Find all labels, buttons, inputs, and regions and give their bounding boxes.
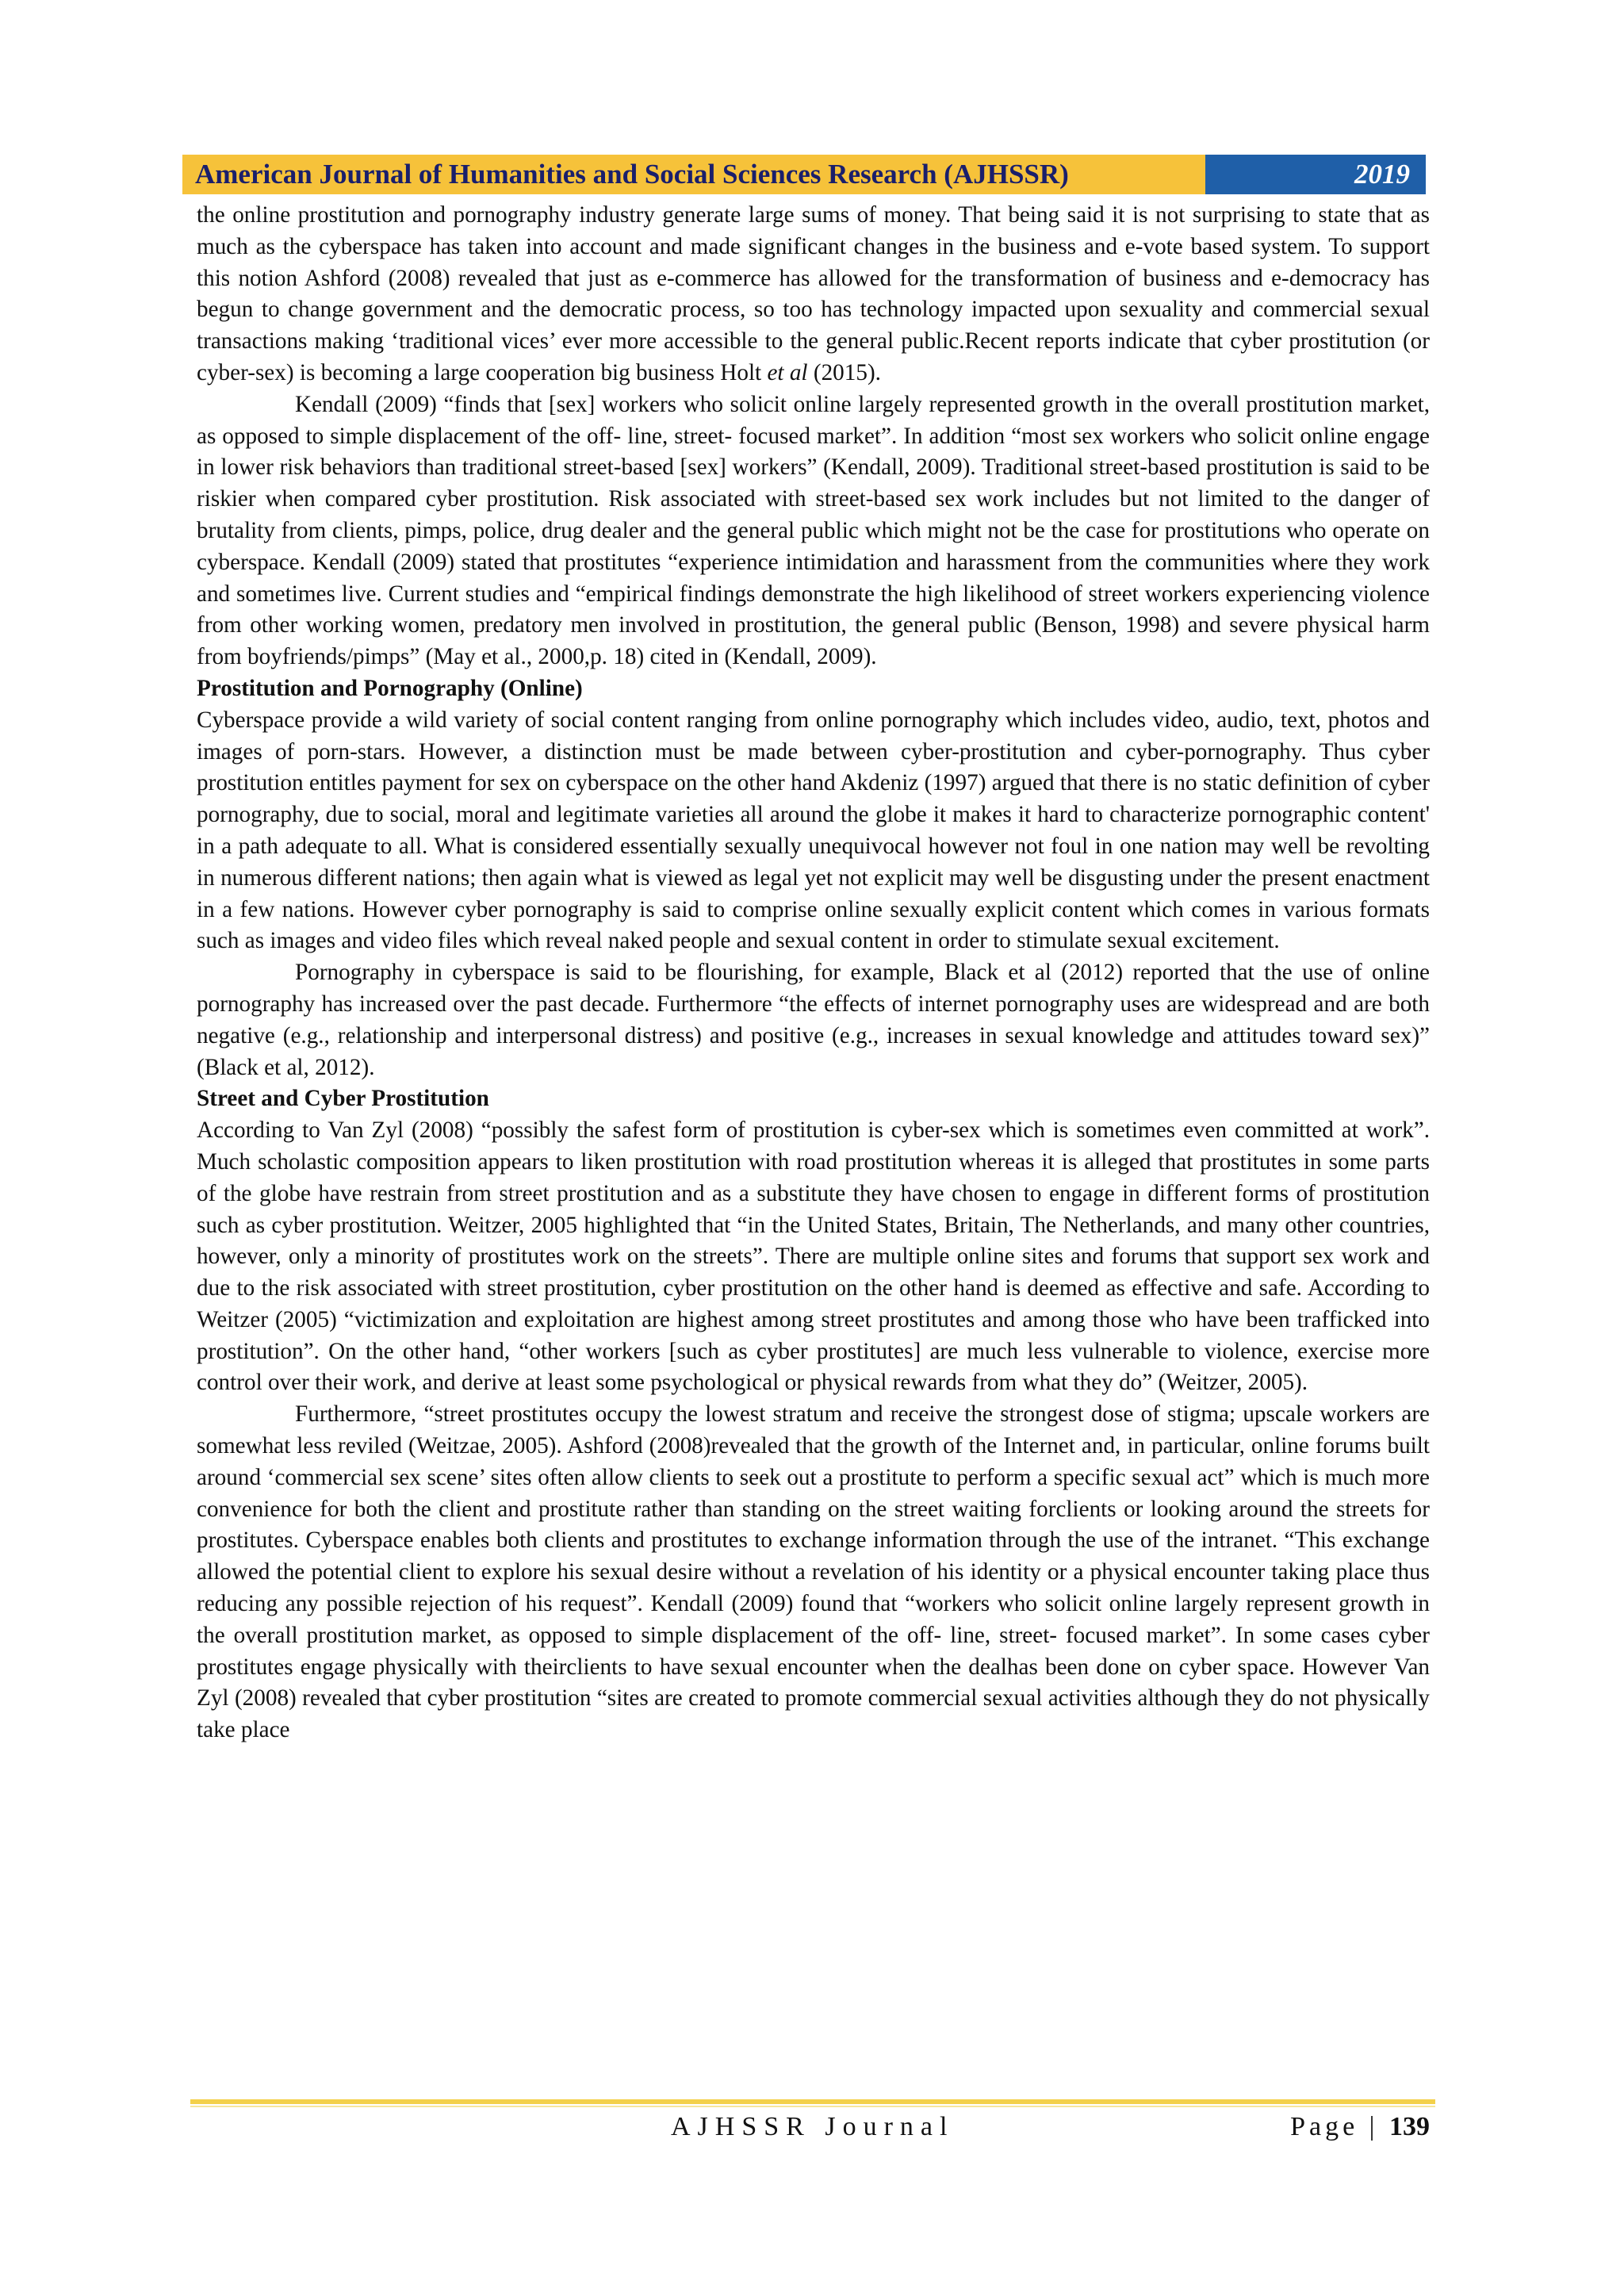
page-number: Page | 139 <box>1290 2112 1430 2141</box>
footer-journal-name: AJHSSR Journal <box>671 2112 955 2141</box>
journal-header <box>182 155 1426 194</box>
paragraph: Kendall (2009) “finds that [sex] workers who solicit online largely represented growth in the overall prostitution market, as opposed to simple displacement of the off- line, street- focused market”. In addition “most sex workers who solicit online engage in lower risk behaviors than traditional street-based [sex] workers” (Kendall, 2009). Traditional street-based prostitution is said to be riskier when compared cyber prostitution. Risk associated with street-based sex work includes but not limited to the danger of brutality from clients, pimps, police, drug dealer and the general public which might not be the case for prostitutions who operate on cyberspace. Kendall (2009) stated that prostitutes “experience intimidation and harassment from the communities where they work and sometimes live. Current studies and “empirical findings demonstrate the high likelihood of street workers experiencing violence from other working women, predatory men involved in prostitution, the general public (Benson, 1998) and severe physical harm from boyfriends/pimps” (May et al., 2000,p. 18) cited in (Kendall, 2009). <box>197 391 1430 670</box>
journal-year: 2019 <box>1205 155 1426 194</box>
footer-divider <box>190 2099 1435 2104</box>
paragraph: According to Van Zyl (2008) “possibly the safest form of prostitution is cyber-sex which is sometimes even committed at work”. Much scholastic composition appears to liken prostitution with road prostitution whereas it is alleged that prostitutes in some parts of the globe have restrain from street prostitution and as a substitute they have chosen to engage in different forms of prostitution such as cyber prostitution. Weitzer, 2005 highlighted that “in the United States, Britain, The Netherlands, and many other countries, however, only a minority of prostitutes work on the streets”. There are multiple online sites and forums that support sex work and due to the risk associated with street prostitution, cyber prostitution on the other hand is deemed as effective and safe. According to Weitzer (2005) “victimization and exploitation are highest among street prostitutes and among those who have been trafficked into prostitution”. On the other hand, “other workers [such as cyber prostitutes] are much less vulnerable to violence, exercise more control over their work, and derive at least some psychological or physical rewards from what they do” (Weitzer, 2005). <box>197 1117 1430 1396</box>
paragraph: the online prostitution and pornography industry generate large sums of money. That being said it is not surprising to state that as much as the cyberspace has taken into account and made significant changes in the business and e-vote based system. To support this notion Ashford (2008) revealed that just as e-commerce has allowed for the transformation of business and e-democracy has begun to change government and the democratic process, so too has technology impacted upon sexuality and commercial sexual transactions making ‘traditional vices’ ever more accessible to the general public.Recent reports indicate that cyber prostitution (or cyber-sex) is becoming a large cooperation big business Holt et al (2015). <box>197 202 1430 385</box>
paragraph: Furthermore, “street prostitutes occupy the lowest stratum and receive the strongest dose of stigma; upscale workers are somewhat less reviled (Weitzae, 2005). Ashford (2008)revealed that the growth of the Internet and, in particular, online forums built around ‘commercial sex scene’ sites often allow clients to seek out a prostitute to perform a specific sexual act” which is much more convenience for both the client and prostitute rather than standing on the street waiting forclients or looking around the streets for prostitutes. Cyberspace enables both clients and prostitutes to exchange information through the use of the intranet. “This exchange allowed the potential client to explore his sexual desire without a revelation of his identity or a physical encounter taking place thus reducing any possible rejection of his request”. Kendall (2009) found that “workers who solicit online largely represent growth in the overall prostitution market, as opposed to simple displacement of the off- line, street- focused market”. In some cases cyber prostitutes engage physically with theirclients to have sexual encounter when the dealhas been done on cyber space. However Van Zyl (2008) revealed that cyber prostitution “sites are created to promote commercial sexual activities although they do not physically take place <box>197 1401 1430 1743</box>
footer-divider-thin <box>190 2106 1435 2107</box>
paragraph: Cyberspace provide a wild variety of social content ranging from online pornography which includes video, audio, text, photos and images of porn-stars. However, a distinction must be made between cyber-prostitution and cyber-pornography. Thus cyber prostitution entitles payment for sex on cyberspace on the other hand Akdeniz (1997) argued that there is no static definition of cyber pornography, due to social, moral and legitimate varieties all around the globe it makes it hard to characterize pornographic content' in a path adequate to all. What is considered essentially sexually unequivocal however not foul in one nation may well be revolting in numerous different nations; then again what is viewed as legal yet not explicit may well be disgusting under the present enactment in a few nations. However cyber pornography is said to comprise online sexually explicit content which comes in various formats such as images and video files which reveal naked people and sexual content in order to stimulate sexual excitement. <box>197 707 1430 954</box>
journal-title: American Journal of Humanities and Social Sciences Research (AJHSSR) <box>182 155 1205 194</box>
article-body <box>197 200 1430 1746</box>
paragraph: Pornography in cyberspace is said to be flourishing, for example, Black et al (2012) reported that the use of online pornography has increased over the past decade. Furthermore “the effects of internet pornography uses are widespread and are both negative (e.g., relationship and interpersonal distress) and positive (e.g., increases in sexual knowledge and attitudes toward sex)” (Black et al, 2012). <box>197 960 1430 1080</box>
section-heading: Street and Cyber Prostitution <box>197 1086 489 1112</box>
italic-et-al: et al <box>767 359 808 385</box>
section-heading: Prostitution and Pornography (Online) <box>197 675 583 701</box>
